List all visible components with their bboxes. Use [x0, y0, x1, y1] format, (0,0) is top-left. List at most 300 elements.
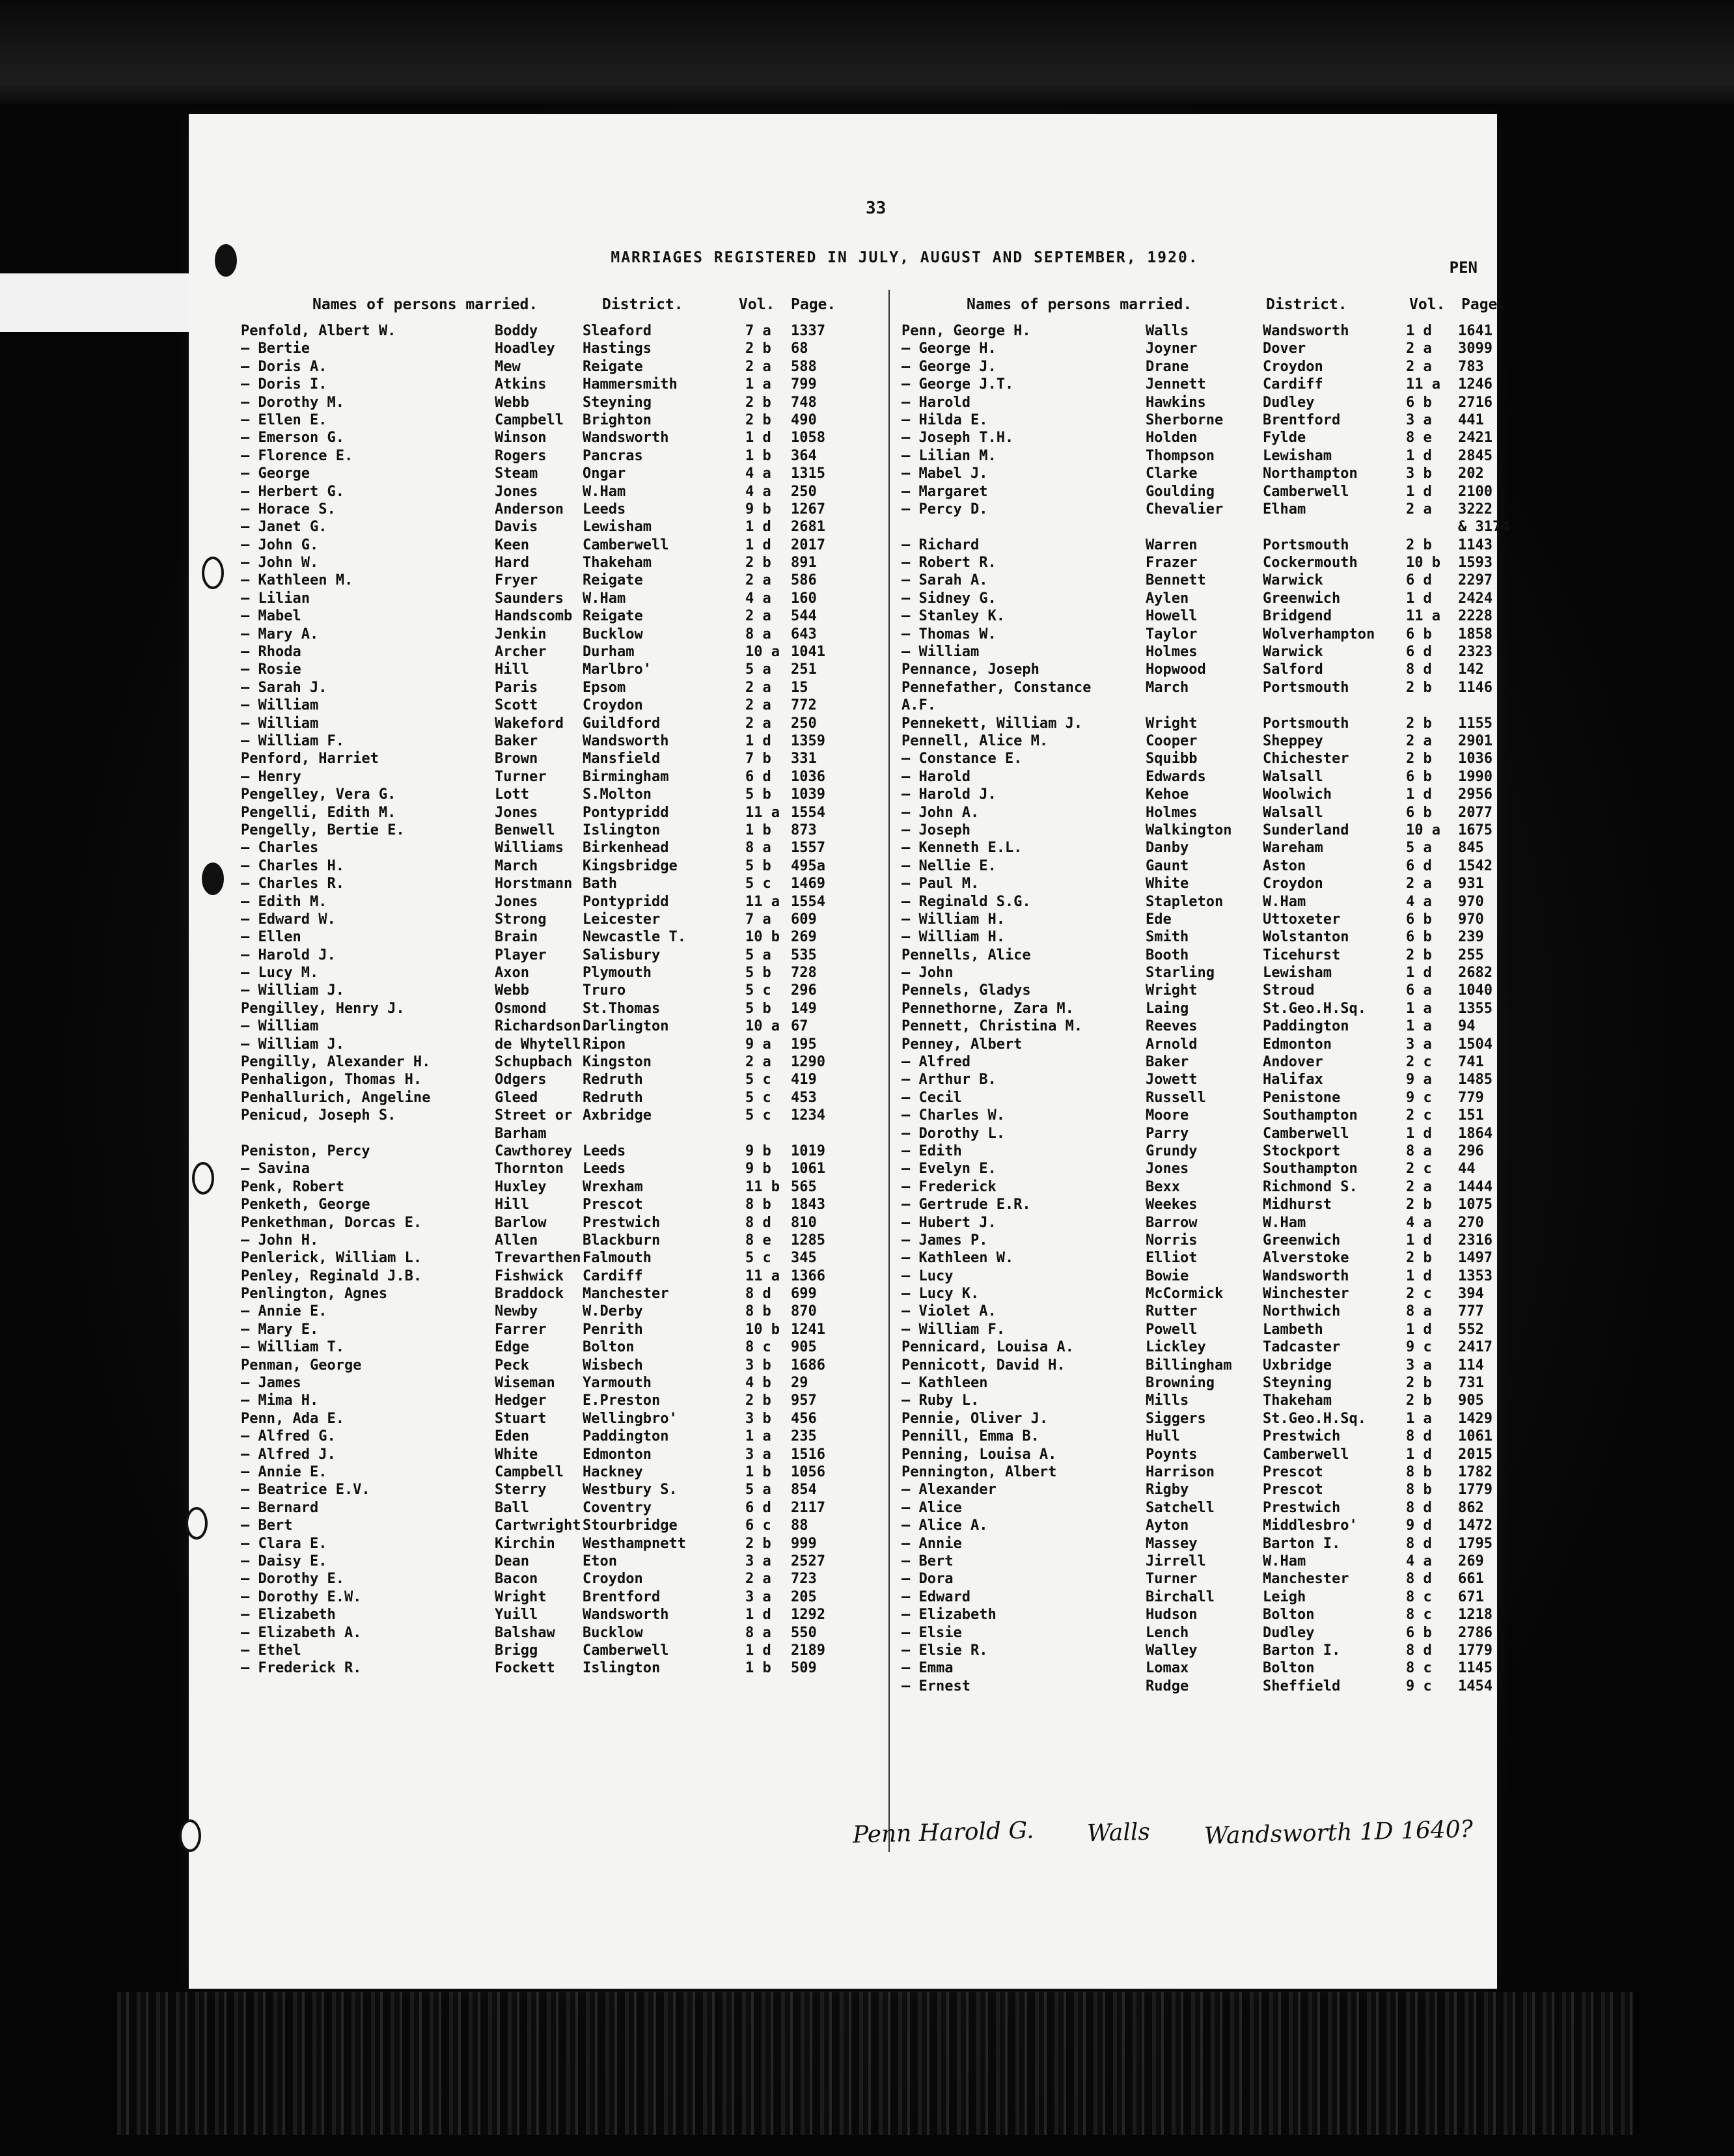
register-entry — [888, 839, 1530, 857]
entry-volume: 1 d — [1406, 1446, 1432, 1463]
entry-name: — Thomas W. — [901, 626, 997, 643]
entry-name: — Robert R. — [901, 555, 997, 572]
register-entry — [241, 1303, 882, 1320]
entry-district: Croydon — [1263, 358, 1323, 375]
entry-volume: 2 a — [1406, 358, 1432, 375]
entry-name: — Elizabeth — [241, 1607, 336, 1624]
handwritten-name: Penn Harold G. — [852, 1817, 1034, 1849]
entry-spouse-surname: Strong — [495, 911, 547, 928]
register-entry — [888, 1553, 1530, 1570]
entry-page: 1641 — [1458, 323, 1493, 339]
entry-page: 2424 — [1458, 590, 1493, 607]
entry-page: 2077 — [1458, 804, 1493, 821]
entry-volume: 10 b — [745, 1321, 780, 1338]
entry-name: Pengilly, Alexander H. — [241, 1054, 431, 1071]
register-entry — [888, 1053, 1530, 1071]
entry-spouse-surname: Wright — [1146, 715, 1198, 732]
entry-page: 1292 — [791, 1607, 825, 1624]
entry-name: — John A. — [901, 804, 980, 821]
entry-spouse-surname: Bexx — [1146, 1178, 1180, 1195]
entry-spouse-surname: Sherborne — [1146, 411, 1224, 428]
entry-spouse-surname: Huxley — [495, 1178, 547, 1195]
register-entry — [888, 643, 1530, 661]
entry-name: — Harold J. — [241, 947, 336, 963]
entry-spouse-surname: Joyner — [1146, 340, 1198, 357]
entry-spouse-surname: Cooper — [1146, 732, 1198, 749]
entry-spouse-surname: Wright — [495, 1588, 547, 1605]
entry-page: 845 — [1458, 840, 1484, 857]
register-entry — [888, 982, 1530, 999]
register-entry — [888, 1249, 1530, 1267]
entry-page: 723 — [791, 1571, 817, 1588]
entry-name: — Sidney G. — [901, 590, 997, 607]
header-vol: Vol. — [1409, 296, 1446, 313]
entry-district: Lewisham — [1263, 447, 1332, 464]
entry-volume: 1 d — [745, 519, 771, 536]
entry-volume: 6 d — [1406, 857, 1432, 874]
entry-volume: 3 a — [1406, 1036, 1432, 1053]
register-entry — [241, 518, 882, 536]
register-entry — [241, 1553, 882, 1570]
entry-name: — William T. — [241, 1339, 344, 1356]
entry-volume: 6 b — [1406, 929, 1432, 946]
entry-district: Prescot — [1263, 1464, 1323, 1480]
page-number: 33 — [866, 199, 887, 218]
entry-district: Wandsworth — [583, 732, 669, 749]
entry-district: S.Molton — [583, 786, 652, 803]
entry-page: 269 — [791, 929, 817, 946]
entry-name: — John W. — [241, 555, 319, 572]
entry-district: Sheppey — [1263, 732, 1323, 749]
register-entry — [888, 322, 1530, 340]
entry-spouse-surname: Kirchin — [495, 1535, 555, 1552]
left-entries — [241, 322, 882, 1678]
entry-spouse-surname: Hard — [495, 555, 529, 572]
entry-volume: 2 b — [745, 555, 771, 572]
entry-name: Pennells, Alice — [901, 947, 1031, 963]
entry-volume: 8 b — [745, 1196, 771, 1213]
entry-name: — Alexander — [901, 1482, 997, 1499]
entry-district: Coventry — [583, 1499, 652, 1516]
register-entry — [888, 429, 1530, 447]
entry-spouse-surname: Campbell — [495, 411, 564, 428]
entry-spouse-surname: Powell — [1146, 1321, 1198, 1338]
entry-page: 1366 — [791, 1267, 825, 1284]
entry-name: Pennethorne, Zara M. — [901, 1000, 1074, 1017]
entry-page: 1779 — [1458, 1482, 1493, 1499]
handwritten-spouse: Walls — [1086, 1818, 1151, 1847]
entry-name: — Elsie R. — [901, 1642, 988, 1659]
entry-page: 2681 — [791, 519, 825, 536]
entry-volume: 8 c — [1406, 1607, 1432, 1624]
entry-district: Guildford — [583, 715, 661, 732]
register-entry — [241, 1178, 882, 1196]
entry-name: — Henry — [241, 768, 301, 785]
register-entry — [888, 1303, 1530, 1320]
entry-spouse-surname: Lench — [1146, 1624, 1189, 1641]
entry-name: — Doris I. — [241, 376, 327, 393]
entry-volume: 1 d — [745, 1642, 771, 1659]
entry-district: Prestwich — [583, 1214, 661, 1231]
entry-name: — Beatrice E.V. — [241, 1482, 370, 1499]
entry-spouse-surname: Satchell — [1146, 1499, 1215, 1516]
entry-volume: 1 a — [1406, 1000, 1432, 1017]
entry-spouse-surname: Scott — [495, 697, 538, 714]
entry-district: Durham — [583, 644, 635, 661]
entry-name: — Ellen — [241, 929, 301, 946]
entry-volume: 1 a — [1406, 1018, 1432, 1035]
entry-name: Penlington, Agnes — [241, 1286, 388, 1303]
entry-name: — William — [241, 697, 319, 714]
entry-name: — Annie E. — [241, 1303, 327, 1320]
entry-spouse-surname: Baker — [1146, 1054, 1189, 1071]
binder-hole-icon — [186, 1507, 208, 1540]
entry-volume: 2 b — [1406, 679, 1432, 696]
entry-page: 1485 — [1458, 1071, 1493, 1088]
entry-page: 2682 — [1458, 965, 1493, 982]
register-entry — [888, 572, 1530, 589]
entry-district: Alverstoke — [1263, 1250, 1349, 1267]
entry-district: W.Ham — [583, 590, 626, 607]
entry-spouse-surname: Hoadley — [495, 340, 555, 357]
entry-spouse-surname: March — [495, 857, 538, 874]
entry-name: — John G. — [241, 536, 319, 553]
register-entry — [888, 1071, 1530, 1088]
entry-volume: 1 a — [1406, 1410, 1432, 1427]
column-headers — [888, 296, 1530, 322]
binder-hole-icon — [202, 863, 224, 895]
entry-volume: 1 d — [1406, 1232, 1432, 1249]
left-column — [241, 296, 882, 1678]
entry-page: 44 — [1458, 1161, 1476, 1178]
entry-name: Pennill, Emma B. — [901, 1428, 1039, 1445]
entry-district: Southampton — [1263, 1107, 1358, 1124]
entry-spouse-surname: March — [1146, 679, 1189, 696]
entry-district: Walsall — [1263, 804, 1323, 821]
entry-spouse-surname: Holden — [1146, 430, 1198, 447]
register-entry — [241, 1517, 882, 1534]
entry-volume: 7 a — [745, 911, 771, 928]
entry-district: Kingsbridge — [583, 857, 678, 874]
entry-volume: 8 a — [1406, 1142, 1432, 1159]
entry-volume: 2 c — [1406, 1054, 1432, 1071]
entry-name: — Dora — [901, 1571, 954, 1588]
entry-spouse-surname: Danby — [1146, 840, 1189, 857]
entry-page: 1557 — [791, 840, 825, 857]
register-entry — [241, 1125, 882, 1142]
entry-volume: 5 c — [745, 876, 771, 892]
entry-page: 741 — [1458, 1054, 1484, 1071]
entry-spouse-surname: Newby — [495, 1303, 538, 1320]
register-entry — [888, 1374, 1530, 1392]
entry-district: Birmingham — [583, 768, 669, 785]
entry-spouse-surname: Ede — [1146, 911, 1172, 928]
entry-page: 905 — [791, 1339, 817, 1356]
register-entry — [241, 822, 882, 839]
entry-spouse-surname: Laing — [1146, 1000, 1189, 1017]
entry-page: 88 — [791, 1517, 808, 1534]
entry-page: 1864 — [1458, 1125, 1493, 1142]
entry-page: 394 — [1458, 1286, 1484, 1303]
entry-volume: 3 a — [745, 1588, 771, 1605]
entry-volume: 8 a — [745, 626, 771, 643]
entry-name: — Annie — [901, 1535, 962, 1552]
entry-volume: 10 a — [745, 644, 780, 661]
register-entry — [888, 340, 1530, 357]
entry-page: 1036 — [1458, 751, 1493, 767]
entry-volume: 8 b — [1406, 1464, 1432, 1480]
entry-volume: 5 c — [745, 1107, 771, 1124]
register-entry — [241, 626, 882, 643]
entry-volume: 8 b — [745, 1303, 771, 1320]
entry-district: Bolton — [1263, 1660, 1315, 1677]
entry-volume: 2 a — [745, 572, 771, 589]
entry-district: Reigate — [583, 358, 643, 375]
entry-page: 1843 — [791, 1196, 825, 1213]
entry-page: 1472 — [1458, 1517, 1493, 1534]
register-entry — [888, 1285, 1530, 1303]
entry-volume: 3 b — [745, 1357, 771, 1374]
entry-name: — Edith — [901, 1142, 962, 1159]
register-entry — [241, 1606, 882, 1624]
entry-district: Camberwell — [1263, 1125, 1349, 1142]
entry-volume: 8 d — [745, 1214, 771, 1231]
entry-volume: 6 d — [1406, 572, 1432, 589]
entry-name: — John H. — [241, 1232, 319, 1249]
entry-spouse-surname: Norris — [1146, 1232, 1198, 1249]
entry-name: — Emma — [901, 1660, 954, 1677]
entry-page: 586 — [791, 572, 817, 589]
entry-district: Bucklow — [583, 1624, 643, 1641]
entry-name: — Mabel — [241, 608, 301, 625]
entry-page: 495a — [791, 857, 825, 874]
entry-district: Cardiff — [1263, 376, 1323, 393]
entry-spouse-surname: Frazer — [1146, 555, 1198, 572]
register-entry — [888, 626, 1530, 643]
entry-district: Dudley — [1263, 1624, 1315, 1641]
entry-district: Leeds — [583, 1161, 626, 1178]
entry-volume: 2 a — [1406, 876, 1432, 892]
entry-district: Newcastle T. — [583, 929, 686, 946]
entry-volume: 2 a — [745, 679, 771, 696]
entry-name: Penicud, Joseph S. — [241, 1107, 396, 1124]
register-entry — [888, 1178, 1530, 1196]
binder-hole-icon — [215, 244, 237, 277]
entry-page: 2527 — [791, 1553, 825, 1569]
entry-name: — Alice A. — [901, 1517, 988, 1534]
entry-name: — Ernest — [901, 1678, 970, 1694]
entry-name: — Bernard — [241, 1499, 319, 1516]
entry-spouse-surname: Steam — [495, 465, 538, 482]
entry-page: 931 — [1458, 876, 1484, 892]
entry-district: Islington — [583, 822, 661, 838]
entry-spouse-surname: Jennett — [1146, 376, 1206, 393]
entry-volume: 2 a — [1406, 732, 1432, 749]
entry-name: — Clara E. — [241, 1535, 327, 1552]
register-entry — [888, 465, 1530, 482]
entry-district: Edmonton — [1263, 1036, 1332, 1053]
entry-district: Northampton — [1263, 465, 1358, 482]
entry-page: 1795 — [1458, 1535, 1493, 1552]
entry-volume: 1 d — [745, 430, 771, 447]
entry-page: 2956 — [1458, 786, 1493, 803]
entry-spouse-surname: Trevarthen — [495, 1250, 581, 1267]
entry-spouse-surname: Sterry — [495, 1482, 547, 1499]
register-entry — [241, 982, 882, 999]
entry-page: 1285 — [791, 1232, 825, 1249]
entry-volume: 4 a — [745, 483, 771, 500]
entry-spouse-surname: Hill — [495, 1196, 529, 1213]
entry-page: 661 — [1458, 1571, 1484, 1588]
register-entry — [888, 679, 1530, 697]
register-entry — [241, 1624, 882, 1642]
register-entry — [241, 947, 882, 964]
register-entry — [241, 1499, 882, 1517]
entry-name: — Cecil — [901, 1089, 962, 1106]
entry-spouse-surname: Holmes — [1146, 804, 1198, 821]
register-entry — [241, 1659, 882, 1677]
entry-name: Pennefather, Constance — [901, 679, 1092, 696]
entry-district: Westhampnett — [583, 1535, 686, 1552]
register-entry — [888, 1499, 1530, 1517]
entry-name: — Herbert G. — [241, 483, 344, 500]
entry-name: — Kathleen — [901, 1375, 988, 1392]
entry-district: Wandsworth — [583, 430, 669, 447]
entry-spouse-surname: Edge — [495, 1339, 529, 1356]
page-title: MARRIAGES REGISTERED IN JULY, AUGUST AND SEPTEMBER, 1920. — [611, 249, 1199, 266]
register-entry — [241, 1036, 882, 1053]
entry-page: 1061 — [1458, 1428, 1493, 1445]
entry-volume: 8 a — [745, 840, 771, 857]
entry-volume: 8 d — [1406, 1499, 1432, 1516]
entry-volume: 5 b — [745, 857, 771, 874]
scan-bottom-edge — [117, 1992, 1634, 2135]
entry-name: Pengelly, Bertie E. — [241, 822, 405, 838]
entry-volume: 1 a — [745, 1428, 771, 1445]
register-entry — [241, 911, 882, 928]
entry-district: Halifax — [1263, 1071, 1323, 1088]
entry-district: Ripon — [583, 1036, 626, 1053]
entry-volume: 6 b — [1406, 626, 1432, 643]
entry-district: Leigh — [1263, 1588, 1306, 1605]
entry-district: Sunderland — [1263, 822, 1349, 838]
register-entry — [888, 661, 1530, 678]
entry-spouse-surname: Barlow — [495, 1214, 547, 1231]
entry-name: — William — [241, 715, 319, 732]
entry-spouse-surname: Billingham — [1146, 1357, 1232, 1374]
entry-spouse-surname: Eden — [495, 1428, 529, 1445]
entry-page: 1504 — [1458, 1036, 1493, 1053]
entry-district: Steyning — [1263, 1375, 1332, 1392]
entry-page: 2316 — [1458, 1232, 1493, 1249]
entry-spouse-surname: Richardson — [495, 1018, 581, 1035]
entry-spouse-surname: Fockett — [495, 1660, 555, 1677]
entry-volume: 8 a — [745, 1624, 771, 1641]
entry-page: 1056 — [791, 1464, 825, 1480]
entry-district: Portsmouth — [1263, 679, 1349, 696]
entry-district: Croydon — [583, 1571, 643, 1588]
register-entry — [241, 429, 882, 447]
entry-page: 748 — [791, 394, 817, 411]
entry-name: — Horace S. — [241, 501, 336, 518]
entry-district: St.Thomas — [583, 1000, 661, 1017]
entry-spouse-surname: Starling — [1146, 965, 1215, 982]
register-entry — [888, 1000, 1530, 1017]
entry-district: Walsall — [1263, 768, 1323, 785]
entry-spouse-surname: Wakeford — [495, 715, 564, 732]
entry-district: Eton — [583, 1553, 617, 1569]
entry-spouse-surname: Arnold — [1146, 1036, 1198, 1053]
entry-name: — Dorothy E.W. — [241, 1588, 362, 1605]
register-entry — [888, 411, 1530, 429]
entry-district: Wellingbro' — [583, 1410, 678, 1427]
entry-spouse-surname: Brain — [495, 929, 538, 946]
register-entry — [241, 750, 882, 767]
binder-hole-icon — [202, 557, 224, 589]
entry-spouse-surname: Odgers — [495, 1071, 547, 1088]
entry-spouse-surname: Poynts — [1146, 1446, 1198, 1463]
register-entry — [241, 1214, 882, 1232]
entry-name: Pennekett, William J. — [901, 715, 1083, 732]
register-entry — [241, 1535, 882, 1553]
entry-district: Redruth — [583, 1089, 643, 1106]
entry-volume: 8 d — [1406, 1642, 1432, 1659]
register-entry — [241, 893, 882, 911]
register-entry — [888, 911, 1530, 928]
register-entry — [888, 857, 1530, 875]
register-entry — [241, 768, 882, 786]
entry-page: 1218 — [1458, 1607, 1493, 1624]
entry-volume: 2 b — [1406, 1196, 1432, 1213]
entry-district: Brentford — [1263, 411, 1341, 428]
entry-page: 2786 — [1458, 1624, 1493, 1641]
entry-volume: 11 a — [1406, 376, 1440, 393]
entry-district: Tadcaster — [1263, 1339, 1341, 1356]
entry-name: — William H. — [901, 911, 1005, 928]
entry-district: Midhurst — [1263, 1196, 1332, 1213]
header-page: Page. — [791, 296, 836, 313]
header-names: Names of persons married. — [312, 296, 538, 313]
entry-name: — Lucy — [901, 1267, 954, 1284]
entry-name: — James P. — [901, 1232, 988, 1249]
register-entry — [241, 1588, 882, 1606]
entry-district: Stockport — [1263, 1142, 1341, 1159]
surname-range-code: PEN — [1449, 258, 1478, 277]
entry-page: 728 — [791, 965, 817, 982]
entry-district: Mansfield — [583, 751, 661, 767]
register-entry — [241, 786, 882, 803]
register-entry — [888, 822, 1530, 839]
entry-spouse-surname: Rutter — [1146, 1303, 1198, 1320]
entry-name: Penn, George H. — [901, 323, 1031, 339]
entry-volume: 11 a — [745, 1267, 780, 1284]
entry-district: Northwich — [1263, 1303, 1341, 1320]
entry-spouse-surname: Mew — [495, 358, 521, 375]
entry-district: Edmonton — [583, 1446, 652, 1463]
entry-page: 891 — [791, 555, 817, 572]
entry-name: — George J. — [901, 358, 997, 375]
register-entry — [888, 804, 1530, 822]
entry-volume: 2 a — [1406, 1178, 1432, 1195]
entry-name: — Doris A. — [241, 358, 327, 375]
entry-spouse-surname: Paris — [495, 679, 538, 696]
entry-name: — Constance E. — [901, 751, 1023, 767]
entry-page: 699 — [791, 1286, 817, 1303]
register-entry — [241, 411, 882, 429]
entry-name: — Lucy M. — [241, 965, 319, 982]
entry-page: 1469 — [791, 876, 825, 892]
entry-volume: 2 b — [745, 394, 771, 411]
